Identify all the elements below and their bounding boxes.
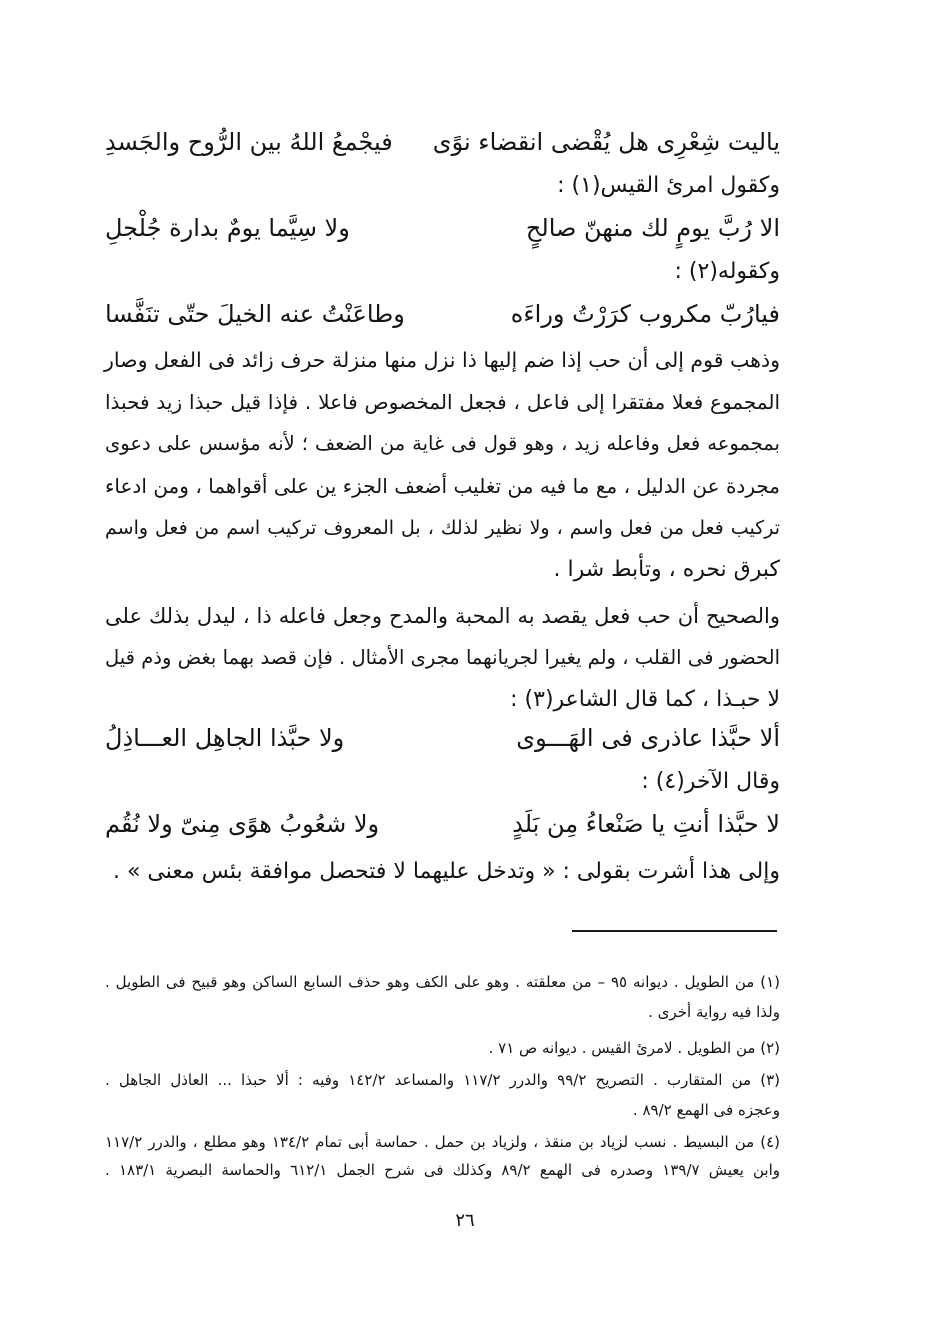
paragraph-line: بمجموعه فعل وفاعله زيد ، وهو قول فى غاية من الضعف ؛ لأنه مؤسس على دعوى (105, 432, 780, 455)
verse-intro: وقال الآخر(٤) : (641, 769, 780, 794)
closing-line: وإلى هذا أشرت بقولى : « وتدخل عليهما لا فتحصل موافقة بئس معنى » . (112, 859, 780, 884)
footnote-line: (١) من الطويل . ديوانه ٩٥ – من معلقته . وهو على الكف وهو حذف السابع الساكن وهو قبيح فى الطويل . (105, 973, 780, 991)
footnote-line: وابن يعيش ١٣٩/٧ وصدره فى الهمع ٨٩/٢ وكذلك فى شرح الجمل ٦١٢/١ والحماسة البصرية ١٨٣/١ . (105, 1161, 780, 1179)
verse-first-hemistich: الا رُبَّ يومٍ لك منهنّ صالحٍ (525, 214, 780, 242)
verse-second-hemistich: ولا سِيَّما يومٌ بدارة جُلْجلِ (105, 214, 350, 242)
verse-first-hemistich: فيارُبّ مكروب كرَرْتُ وراءَه (510, 300, 780, 328)
verse-line (105, 122, 780, 162)
footnote-divider (572, 930, 777, 932)
footnote-line: وعجزه فى الهمع ٨٩/٢ . (632, 1101, 780, 1119)
verse-second-hemistich: ولا شعُوبُ هوًى مِنىّ ولا نُقُم (105, 810, 380, 838)
verse-second-hemistich: وطاعَنْتُ عنه الخيلَ حتّى تنَفَّسا (105, 300, 405, 328)
verse-line (105, 718, 780, 758)
verse-line (105, 804, 780, 844)
verse-first-hemistich: ألا حبَّذا عاذرى فى الهَـــوى (516, 724, 780, 752)
paragraph-line: كبرق نحره ، وتأبط شرا . (553, 557, 780, 582)
verse-line (105, 208, 780, 248)
paragraph-line: المجموع فعلا مفتقرا إلى فاعل ، فجعل المخصوص فاعلا . فإذا قيل حبذا زيد فحبذا (105, 390, 780, 414)
verse-first-hemistich: لا حبَّذا أنتِ يا صَنْعاءُ مِن بَلَدٍ (512, 810, 780, 838)
paragraph-line: وذهب قوم إلى أن حب إذا ضم إليها ذا نزل منها منزلة حرف زائد فى الفعل وصار (104, 348, 780, 372)
footnote-line: (٢) من الطويل . لامرئ القيس . ديوانه ص ٧١ . (488, 1039, 780, 1057)
footnote-line: ولذا فيه رواية أخرى . (648, 1003, 780, 1021)
verse-intro: وكقول امرئ القيس(١) : (557, 173, 780, 198)
verse-line (105, 294, 780, 334)
paragraph-line: الحضور فى القلب ، ولم يغيرا لجريانهما مجرى الأمثال . فإن قصد بهما بغض وذم قيل (105, 646, 780, 669)
verse-second-hemistich: فيجْمعُ اللهُ بين الرُّوح والجَسدِ (105, 128, 393, 156)
verse-second-hemistich: ولا حبَّذا الجاهِل العـــاذِلُ (105, 724, 345, 752)
paragraph-line: لا حبـذا ، كما قال الشاعر(٣) : (510, 687, 780, 712)
page-number: ٢٦ (455, 1210, 475, 1231)
paragraph-line: تركيب فعل من فعل واسم ، ولا نظير لذلك ، بل المعروف تركيب اسم من فعل واسم (105, 517, 780, 539)
verse-intro: وكقوله(٢) : (674, 259, 780, 284)
footnote-line: (٤) من البسيط . نسب لزياد بن منقذ ، ولزياد بن حمل . حماسة أبى تمام ١٣٤/٢ وهو مطلع ، والدرر ١١٧/٢ (105, 1133, 780, 1151)
footnote-line: (٣) من المتقارب . التصريح ٩٩/٢ والدرر ١١٧/٢ والمساعد ١٤٢/٢ وفيه : ألا حبذا ... العاذل الجاهل . (105, 1071, 780, 1089)
paragraph-line: والصحيح أن حب فعل يقصد به المحبة والمدح وجعل فاعله ذا ، ليدل بذلك على (105, 604, 780, 628)
verse-first-hemistich: ياليت شِعْرِى هل يُقْضى انقضاء نوًى (432, 128, 780, 156)
paragraph-line: مجردة عن الدليل ، مع ما فيه من تغليب أضعف الجزء ين على أقواهما ، ومن ادعاء (105, 474, 780, 498)
